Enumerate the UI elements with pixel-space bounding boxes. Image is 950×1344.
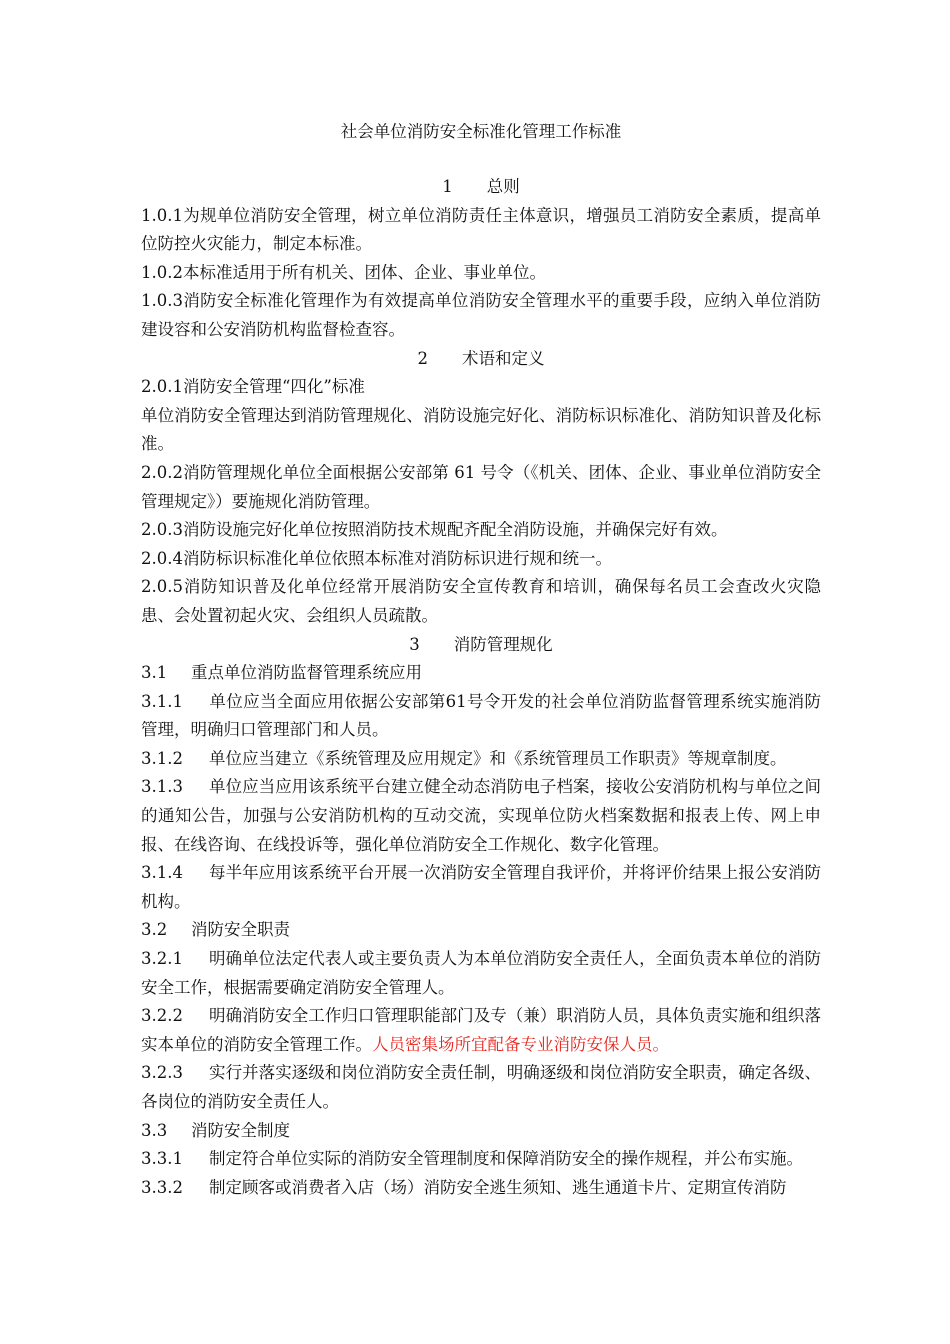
document-page [141,118,821,1202]
clause-text: 消防安全职责 [191,920,290,940]
clause-2-0-3 [141,516,821,545]
clause-number: 2.0.5 [141,577,183,597]
clause-3-2-1 [141,945,821,1002]
section-heading-1 [141,173,821,202]
clause-text: 实行并落实逐级和岗位消防安全责任制，明确逐级和岗位消防安全职责，确定各级、各岗位的消防安全责任人。 [141,1063,821,1111]
clause-text: 为规单位消防安全管理，树立单位消防责任主体意识，增强员工消防安全素质，提高单位防控火灾能力，制定本标准。 [141,205,821,254]
clause-1-0-2 [141,259,821,288]
clause-3-2-2 [141,1002,821,1059]
clause-number: 1.0.3 [141,291,183,311]
clause-number: 3.1.2 [141,748,183,768]
clause-text: 单位应当全面应用依据公安部第61号令开发的社会单位消防监督管理系统实施消防管理，明确归口管理部门和人员。 [141,691,821,740]
clause-2-0-2 [141,459,821,516]
clause-text: 单位消防安全管理达到消防管理规化、消防设施完好化、消防标识标准化、消防知识普及化标准。 [141,405,821,454]
clause-text: 消防知识普及化单位经常开展消防安全宣传教育和培训，确保每名员工会查改火灾隐患、会处置初起火灾、会组织人员疏散。 [141,577,821,625]
clause-number: 3.2.1 [141,949,183,969]
subsection-3-3 [141,1117,821,1146]
section-heading-3 [141,631,821,660]
highlighted-text: 人员密集场所宜配备专业消防安保人员。 [372,1034,669,1054]
clause-text: 明确消防安全工作归口管理职能部门及专（兼）职消防人员，具体负责实施和组织落实本单位的消防安全管理工作。 [141,1006,821,1054]
clause-text: 重点单位消防监督管理系统应用 [191,663,422,683]
section-title: 术语和定义 [462,348,545,368]
section-number: 2 [417,348,428,368]
section-heading-2 [141,345,821,374]
clause-text: 消防管理规化单位全面根据公安部第 61 号令（《机关、团体、企业、事业单位消防安全管理规定》）要施规化消防管理。 [141,462,821,511]
clause-number: 2.0.4 [141,548,183,568]
clause-3-1-4 [141,859,821,916]
clause-number: 3.2.3 [141,1063,183,1083]
document-title: 社会单位消防安全标准化管理工作标准 [340,122,622,141]
clause-text: 每半年应用该系统平台开展一次消防安全管理自我评价，并将评价结果上报公安消防机构。 [141,863,821,911]
clause-text: 单位应当建立《系统管理及应用规定》和《系统管理员工作职责》等规章制度。 [209,748,787,768]
clause-text: 单位应当应用该系统平台建立健全动态消防电子档案，接收公安消防机构与单位之间的通知公告，加强与公安消防机构的互动交流，实现单位防火档案数据和报表上传、网上申报、在线咨询、在线投诉等，强化单位消防安全工作规化、数字化管理。 [141,777,821,854]
clause-number: 2.0.2 [141,462,183,482]
section-number: 3 [409,634,420,654]
clause-number: 3.1.1 [141,691,183,711]
clause-2-0-4 [141,545,821,574]
clause-text: 本标准适用于所有机关、团体、企业、事业单位。 [182,262,546,282]
clause-number: 1.0.1 [141,205,183,225]
clause-number: 3.1.3 [141,777,183,797]
clause-3-2-3 [141,1059,821,1116]
clause-number: 3.1 [141,663,168,683]
clause-text: 消防安全管理“四化”标准 [182,377,365,397]
clause-number: 3.3.1 [141,1149,183,1169]
clause-number: 1.0.2 [141,262,183,282]
subsection-3-2 [141,916,821,945]
clause-1-0-1 [141,202,821,259]
section-number: 1 [442,177,453,196]
clause-2-0-1-definition [141,402,821,459]
clause-3-1-3 [141,773,821,859]
clause-text: 消防标识标准化单位依照本标准对消防标识进行规和统一。 [182,548,612,568]
clause-text: 消防设施完好化单位按照消防技术规配齐配全消防设施，并确保完好有效。 [182,520,728,540]
clause-number: 3.3.2 [141,1177,183,1197]
clause-2-0-5 [141,573,821,630]
clause-text: 明确单位法定代表人或主要负责人为本单位消防安全责任人，全面负责本单位的消防安全工作，根据需要确定消防安全管理人。 [141,949,821,997]
clause-text: 消防安全标准化管理作为有效提高单位消防安全管理水平的重要手段，应纳入单位消防建设容和公安消防机构监督检查容。 [141,291,821,339]
section-title: 消防管理规化 [453,634,553,654]
clause-number: 3.2.2 [141,1006,183,1026]
clause-number: 2.0.1 [141,377,183,397]
section-title: 总则 [486,177,520,196]
clause-number: 2.0.3 [141,520,183,540]
clause-3-3-1 [141,1145,821,1174]
clause-1-0-3 [141,287,821,344]
clause-text: 消防安全制度 [191,1120,290,1140]
clause-number: 3.1.4 [141,863,183,883]
clause-number: 3.2 [141,920,168,940]
clause-3-3-2 [141,1174,821,1203]
clause-3-1-1 [141,688,821,745]
clause-text: 制定符合单位实际的消防安全管理制度和保障消防安全的操作规程，并公布实施。 [209,1149,803,1169]
clause-number: 3.3 [141,1120,168,1140]
clause-2-0-1 [141,373,821,402]
clause-3-1-2 [141,745,821,774]
subsection-3-1 [141,659,821,688]
clause-text: 制定顾客或消费者入店（场）消防安全逃生须知、逃生通道卡片、定期宣传消防 [209,1177,787,1197]
